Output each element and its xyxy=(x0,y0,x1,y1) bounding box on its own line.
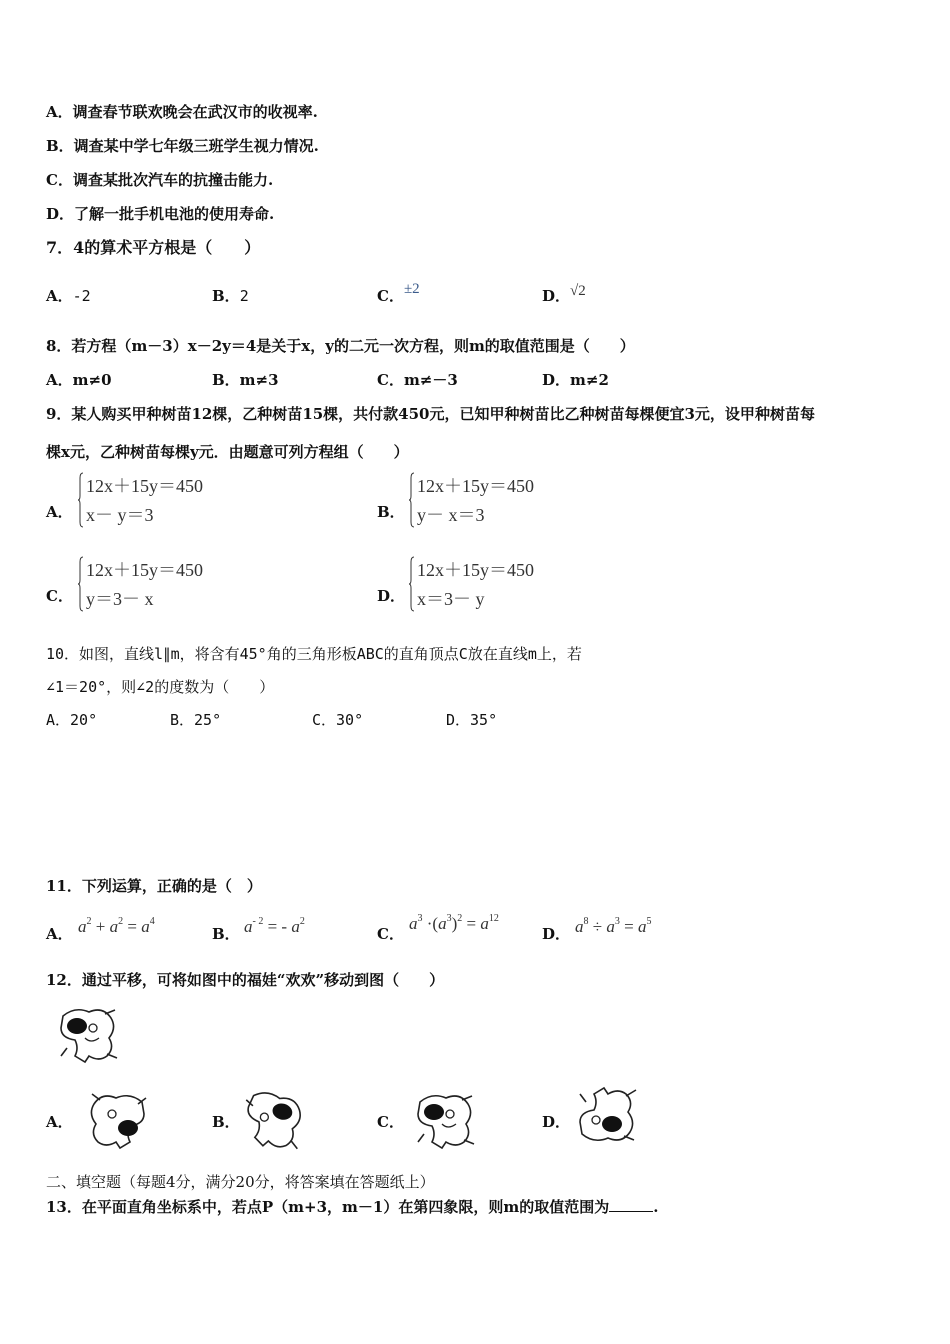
q7-option-d: D．√2 xyxy=(542,283,586,305)
q10-stem-line2: ∠1＝20°，则∠2的度数为（ ） xyxy=(46,678,275,696)
brace-icon xyxy=(78,556,84,612)
q10-option-d: D．35° xyxy=(446,711,498,729)
q13-stem-text: 13．在平面直角坐标系中，若点P（m+3，m－1）在第四象限，则m的取值范围为 xyxy=(46,1198,610,1216)
q11-stem: 11．下列运算，正确的是（ ） xyxy=(46,877,262,895)
q9-option-d-eq2: x＝3－ y xyxy=(417,589,485,609)
q6-option-d: D．了解一批手机电池的使用寿命. xyxy=(46,205,275,223)
q10-option-c: C．30° xyxy=(312,711,364,729)
q9-option-b-system xyxy=(417,472,534,530)
q11-option-c-expr: $a^3 \cdot(a^3)^2 = a^{12}$ xyxy=(409,913,499,933)
q9-option-a-eq1: 12x＋15y＝450 xyxy=(86,476,203,496)
brace-icon xyxy=(78,472,84,528)
q8-option-c: C．m≠－3 xyxy=(377,371,458,389)
q9-option-a-eq2: x－ y＝3 xyxy=(86,505,154,525)
q9-option-d-label: D． xyxy=(377,587,406,605)
q8-option-d: D．m≠2 xyxy=(542,371,609,389)
q12-option-a-label: A． xyxy=(46,1113,73,1131)
q9-stem-line1: 9．某人购买甲种树苗12棵，乙种树苗15棵，共付款450元，已知甲种树苗比乙种树苗每棵便宜3元，设甲种树苗每 xyxy=(46,405,815,423)
q12-option-c-label: C． xyxy=(377,1113,404,1131)
fuwa-option-c-figure xyxy=(412,1090,482,1150)
q9-option-d-system xyxy=(417,556,534,614)
q12-option-d-label: D． xyxy=(542,1113,571,1131)
q13-answer-blank[interactable] xyxy=(609,1197,653,1212)
q10-option-b: B．25° xyxy=(170,711,222,729)
q7-stem: 7．4的算术平方根是（ ） xyxy=(46,238,261,257)
q8-option-b: B．m≠3 xyxy=(212,371,279,389)
fuwa-huanhuan-original-figure xyxy=(55,1004,125,1064)
q9-option-c-label: C． xyxy=(46,587,73,605)
q6-option-b: B．调查某中学七年级三班学生视力情况. xyxy=(46,137,319,155)
q11-option-a-expr: $a^2 + a^2 = a^4$ xyxy=(78,916,155,936)
q6-option-a: A．调查春节联欢晚会在武汉市的收视率. xyxy=(46,103,318,121)
q7-option-c: C．±2 xyxy=(377,281,420,305)
brace-icon xyxy=(409,472,415,528)
q9-option-b-eq1: 12x＋15y＝450 xyxy=(417,476,534,496)
q12-stem: 12．通过平移，可将如图中的福娃“欢欢”移动到图（ ） xyxy=(46,971,445,989)
brace-icon xyxy=(409,556,415,612)
q11-option-b-label: B． xyxy=(212,925,240,943)
q11-option-d-expr: $a^8 \div a^3 = a^5$ xyxy=(575,916,652,936)
q10-option-a: A．20° xyxy=(46,711,98,729)
fuwa-option-b-figure xyxy=(240,1090,310,1150)
q9-stem-line2: 棵x元，乙种树苗每棵y元．由题意可列方程组（ ） xyxy=(46,443,409,461)
q11-option-a-label: A． xyxy=(46,925,73,943)
q13-stem-end: . xyxy=(653,1198,659,1216)
q9-option-c-eq1: 12x＋15y＝450 xyxy=(86,560,203,580)
q8-stem: 8．若方程（m－3）x－2y＝4是关于x，y的二元一次方程，则m的取值范围是（ ） xyxy=(46,337,635,355)
q11-option-b-expr: $a^{- 2}$ = - $a^2$ xyxy=(244,916,305,936)
q9-option-b-label: B． xyxy=(377,503,405,521)
q7-option-b: B．2 xyxy=(212,287,249,305)
q13-stem xyxy=(46,1197,658,1217)
q7-option-a: A．-2 xyxy=(46,287,91,305)
q9-option-a-label: A． xyxy=(46,503,73,521)
q11-option-c-label: C． xyxy=(377,925,404,943)
fuwa-option-a-figure xyxy=(80,1090,150,1150)
q9-option-b-eq2: y－ x＝3 xyxy=(417,505,485,525)
fuwa-option-d-figure xyxy=(574,1086,644,1146)
q6-option-c: C．调查某批次汽车的抗撞击能力. xyxy=(46,171,274,189)
q12-option-b-label: B． xyxy=(212,1113,240,1131)
q9-option-c-system xyxy=(86,556,203,614)
section-heading-fill-in: 二、填空题（每题4分，满分20分，将答案填在答题纸上） xyxy=(46,1173,435,1191)
q9-option-c-eq2: y＝3－ x xyxy=(86,589,154,609)
q9-option-d-eq1: 12x＋15y＝450 xyxy=(417,560,534,580)
q8-option-a: A．m≠0 xyxy=(46,371,112,389)
q9-option-a-system xyxy=(86,472,203,530)
q10-stem-line1: 10．如图，直线l∥m，将含有45°角的三角形板ABC的直角顶点C放在直线m上，若 xyxy=(46,645,582,663)
q11-option-d-label: D． xyxy=(542,925,571,943)
